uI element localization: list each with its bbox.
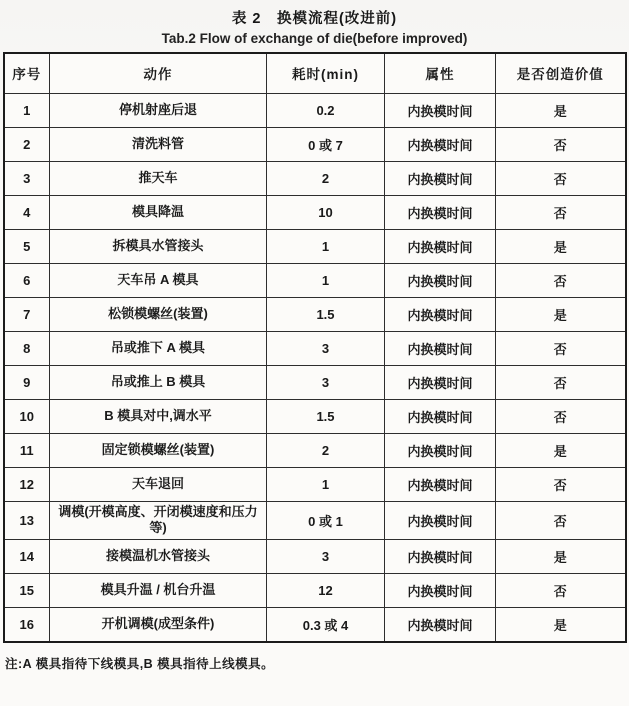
table-cell: 2 — [267, 433, 385, 467]
table-cell: 接模温机水管接头 — [50, 540, 267, 574]
table-cell: 调模(开模高度、开闭模速度和压力等) — [50, 501, 267, 540]
table-cell: 内换模时间 — [385, 161, 496, 195]
table-cell: 内换模时间 — [385, 467, 496, 501]
table-cell: 2 — [267, 161, 385, 195]
table-cell: 开机调模(成型条件) — [50, 608, 267, 642]
table-cell: 0 或 7 — [267, 127, 385, 161]
table-cell: 15 — [4, 574, 50, 608]
table-header-row — [4, 53, 626, 93]
table-cell: 内换模时间 — [385, 263, 496, 297]
table-cell: 8 — [4, 331, 50, 365]
table-cell: 1 — [4, 93, 50, 127]
table-cell: 内换模时间 — [385, 127, 496, 161]
table-cell: 是 — [496, 229, 626, 263]
footnote: 注:A 模具指待下线模具,B 模具指待上线模具。 — [5, 656, 275, 671]
table-cell: 3 — [267, 331, 385, 365]
table-cell: 内换模时间 — [385, 574, 496, 608]
table-cell: 模具升温 / 机台升温 — [50, 574, 267, 608]
table-cell: 7 — [4, 297, 50, 331]
table-cell: 内换模时间 — [385, 433, 496, 467]
table-cell: 内换模时间 — [385, 399, 496, 433]
table-cell: 3 — [267, 540, 385, 574]
table-row — [4, 93, 626, 127]
table-cell: 2 — [4, 127, 50, 161]
table-cell: 16 — [4, 608, 50, 642]
table-row — [4, 467, 626, 501]
table-row — [4, 433, 626, 467]
table-cell: 停机射座后退 — [50, 93, 267, 127]
table-cell: 否 — [496, 399, 626, 433]
table-row — [4, 297, 626, 331]
table-cell: 0.2 — [267, 93, 385, 127]
table-cell: 是 — [496, 608, 626, 642]
table-cell: 5 — [4, 229, 50, 263]
table-cell: 天车吊 A 模具 — [50, 263, 267, 297]
table-cell: 松锁模螺丝(装置) — [50, 297, 267, 331]
table-cell: 12 — [267, 574, 385, 608]
column-header-1: 序号 — [4, 53, 50, 93]
table-cell: 1.5 — [267, 297, 385, 331]
table-cell: 0 或 1 — [267, 501, 385, 540]
flow-table — [3, 52, 627, 643]
table-cell: 否 — [496, 501, 626, 540]
table-cell: 12 — [4, 467, 50, 501]
table-cell: 否 — [496, 127, 626, 161]
table-cell: 模具降温 — [50, 195, 267, 229]
table-cell: 3 — [4, 161, 50, 195]
table-row — [4, 399, 626, 433]
table-caption-en: Tab.2 Flow of exchange of die(before improved) — [161, 31, 468, 46]
table-cell: 内换模时间 — [385, 195, 496, 229]
column-header-2: 动作 — [50, 53, 267, 93]
table-row — [4, 161, 626, 195]
table-cell: 0.3 或 4 — [267, 608, 385, 642]
table-cell: 内换模时间 — [385, 297, 496, 331]
table-cell: 是 — [496, 297, 626, 331]
table-cell: 内换模时间 — [385, 540, 496, 574]
table-row — [4, 127, 626, 161]
table-cell: 拆模具水管接头 — [50, 229, 267, 263]
table-caption-cn: 表 2 换模流程(改进前) — [231, 11, 398, 27]
table-cell: 10 — [267, 195, 385, 229]
table-cell: 11 — [4, 433, 50, 467]
table-cell: 1 — [267, 229, 385, 263]
table-cell: 内换模时间 — [385, 331, 496, 365]
column-header-5: 是否创造价值 — [496, 53, 626, 93]
table-cell: 否 — [496, 574, 626, 608]
table-cell: 推天车 — [50, 161, 267, 195]
table-cell: 是 — [496, 540, 626, 574]
column-header-3: 耗时(min) — [267, 53, 385, 93]
table-cell: 否 — [496, 467, 626, 501]
table-cell: 内换模时间 — [385, 501, 496, 540]
table-row — [4, 331, 626, 365]
table-cell: 天车退回 — [50, 467, 267, 501]
table-row — [4, 365, 626, 399]
table-cell: 内换模时间 — [385, 608, 496, 642]
table-cell: 内换模时间 — [385, 365, 496, 399]
table-cell: 吊或推上 B 模具 — [50, 365, 267, 399]
table-cell: 10 — [4, 399, 50, 433]
table-cell: 否 — [496, 263, 626, 297]
table-row — [4, 501, 626, 540]
table-row — [4, 195, 626, 229]
table-cell: 清洗料管 — [50, 127, 267, 161]
table-cell: 1 — [267, 467, 385, 501]
table-cell: 否 — [496, 161, 626, 195]
table-row — [4, 263, 626, 297]
table-row — [4, 608, 626, 642]
table-cell: 1 — [267, 263, 385, 297]
table-row — [4, 229, 626, 263]
table-cell: 是 — [496, 93, 626, 127]
table-cell: 固定锁模螺丝(装置) — [50, 433, 267, 467]
table-cell: 否 — [496, 195, 626, 229]
table-cell: 4 — [4, 195, 50, 229]
table-cell: 3 — [267, 365, 385, 399]
table-cell: 14 — [4, 540, 50, 574]
table-cell: 9 — [4, 365, 50, 399]
table-cell: 否 — [496, 331, 626, 365]
table-cell: 13 — [4, 501, 50, 540]
table-cell: 内换模时间 — [385, 93, 496, 127]
table-row — [4, 540, 626, 574]
table-cell: 是 — [496, 433, 626, 467]
table-cell: 否 — [496, 365, 626, 399]
table-cell: 6 — [4, 263, 50, 297]
table-row — [4, 574, 626, 608]
table-cell: 吊或推下 A 模具 — [50, 331, 267, 365]
table-cell: B 模具对中,调水平 — [50, 399, 267, 433]
table-cell: 内换模时间 — [385, 229, 496, 263]
column-header-4: 属性 — [385, 53, 496, 93]
table-cell: 1.5 — [267, 399, 385, 433]
